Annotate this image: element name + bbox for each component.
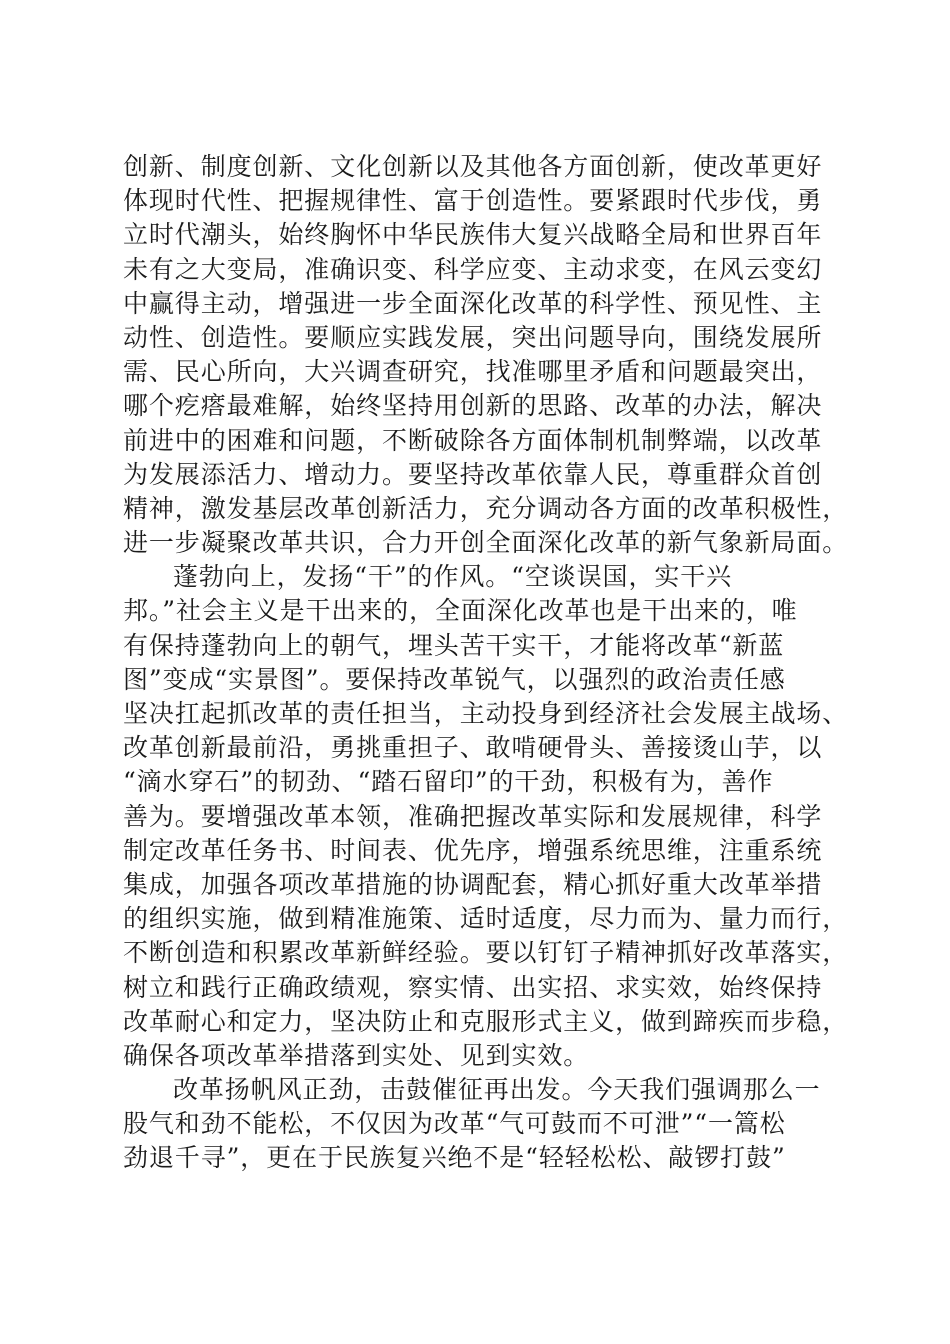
- text-line: 的组织实施，做到精准施策、适时适度，尽力而为、量力而行，: [123, 904, 849, 934]
- text-line: 动性、创造性。要顺应实践发展，突出问题导向，围绕发展所: [123, 322, 823, 352]
- text-line: 蓬勃向上，发扬“干”的作风。“空谈误国，实干兴: [173, 562, 733, 592]
- text-line: 前进中的困难和问题，不断破除各方面体制机制弊端，以改革: [123, 425, 823, 455]
- text-line: 改革扬帆风正劲，击鼓催征再出发。今天我们强调那么一: [173, 1075, 821, 1105]
- text-line: “滴水穿石”的韧劲、“踏石留印”的干劲，积极有为，善作: [123, 767, 774, 797]
- paragraph-3: [123, 1073, 843, 1176]
- text-line: 集成，加强各项改革措施的协调配套，精心抓好重大改革举措: [123, 869, 823, 899]
- text-line: 为发展添活力、增动力。要坚持改革依靠人民，尊重群众首创: [123, 459, 823, 489]
- text-line: 有保持蓬勃向上的朝气，埋头苦干实干，才能将改革“新蓝: [123, 630, 785, 660]
- paragraph-1: [123, 150, 849, 560]
- text-line: 改革创新最前沿，勇挑重担子、敢啃硬骨头、善接烫山芋，以: [123, 733, 823, 763]
- text-line: 善为。要增强改革本领，准确把握改革实际和发展规律，科学: [123, 801, 823, 831]
- text-line: 树立和践行正确政绩观，察实情、出实招、求实效，始终保持: [123, 972, 823, 1002]
- text-line: 劲退千寻”，更在于民族复兴绝不是“轻轻松松、敲锣打鼓”: [123, 1143, 786, 1173]
- text-line: 需、民心所向，大兴调查研究，找准哪里矛盾和问题最突出，: [123, 357, 823, 387]
- text-line: 坚决扛起抓改革的责任担当，主动投身到经济社会发展主战场、: [123, 699, 849, 728]
- text-line: 进一步凝聚改革共识，合力开创全面深化改革的新气象新局面。: [123, 528, 849, 558]
- text-line: 体现时代性、把握规律性、富于创造性。要紧跟时代步伐，勇: [123, 186, 823, 216]
- text-line: 制定改革任务书、时间表、优先序，增强系统思维，注重系统: [123, 835, 823, 865]
- text-line: 创新、制度创新、文化创新以及其他各方面创新，使改革更好: [123, 152, 823, 181]
- text-line: 未有之大变局，准确识变、科学应变、主动求变，在风云变幻: [123, 254, 823, 284]
- text-line: 图”变成“实景图”。要保持改革锐气，以强烈的政治责任感: [123, 664, 786, 694]
- document-body: [123, 150, 849, 1176]
- text-line: 确保各项改革举措落到实处、见到实效。: [123, 1040, 590, 1070]
- text-line: 不断创造和积累改革新鲜经验。要以钉钉子精神抓好改革落实，: [123, 938, 849, 968]
- text-line: 哪个疙瘩最难解，始终坚持用创新的思路、改革的办法，解决: [123, 391, 823, 421]
- text-line: 邦。”社会主义是干出来的，全面深化改革也是干出来的，唯: [123, 596, 798, 626]
- text-line: 股气和劲不能松，不仅因为改革“气可鼓而不可泄”“一篙松: [123, 1109, 786, 1139]
- text-line: 立时代潮头，始终胸怀中华民族伟大复兴战略全局和世界百年: [123, 220, 823, 250]
- text-line: 改革耐心和定力，坚决防止和克服形式主义，做到蹄疾而步稳，: [123, 1006, 849, 1036]
- text-line: 中赢得主动，增强进一步全面深化改革的科学性、预见性、主: [123, 288, 823, 318]
- paragraph-2: [123, 560, 849, 1073]
- text-line: 精神，激发基层改革创新活力，充分调动各方面的改革积极性，: [123, 493, 849, 523]
